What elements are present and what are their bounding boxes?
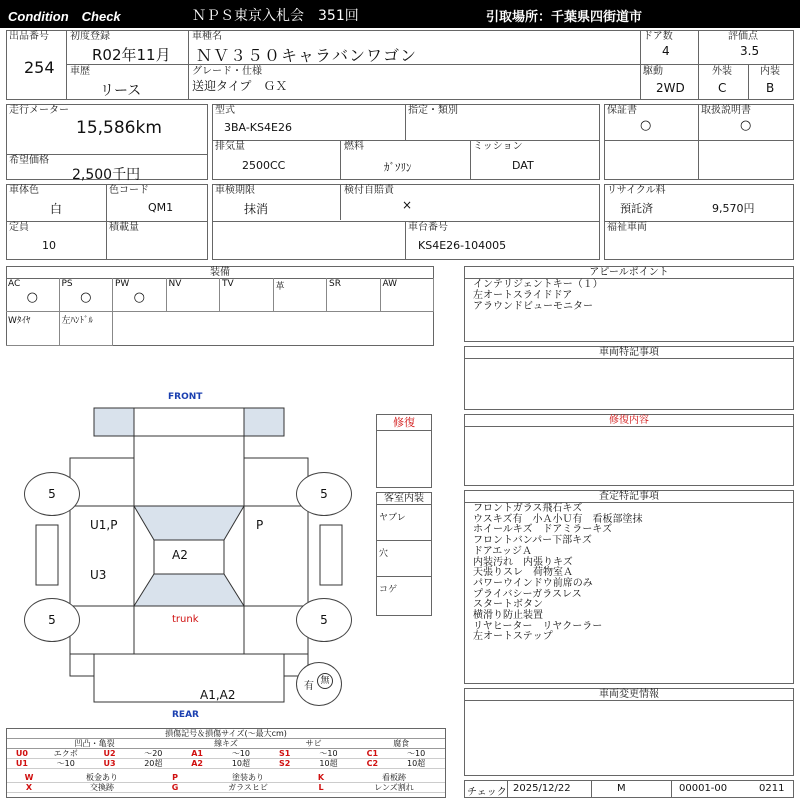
equipment-label-4: TV	[222, 279, 234, 289]
appeal-lines	[465, 279, 793, 312]
cabin-item-burn: コゲ	[379, 585, 398, 595]
drive-label: 駆動	[643, 66, 663, 77]
insurance-value: ×	[402, 198, 413, 212]
tire-rear-right	[296, 598, 352, 642]
history-label: 車歴	[70, 66, 90, 77]
footer-code: M	[617, 783, 626, 794]
inspection-value: 抹消	[244, 202, 269, 216]
equipment-label-6: SR	[329, 279, 341, 289]
score-value: 3.5	[740, 44, 760, 58]
cabin-title: 客室内装	[377, 493, 431, 505]
legend-desc: 〜10	[407, 749, 426, 758]
mileage-label: 走行メーター	[9, 105, 69, 116]
legend-code: S2	[279, 759, 291, 768]
legend-desc: 20超	[144, 759, 163, 768]
legend-code: G	[171, 783, 179, 792]
equipment-grid	[6, 278, 434, 346]
car-diagram	[6, 350, 372, 722]
special-notes-title: 車両特記事項	[465, 347, 793, 359]
legend-desc: 〜20	[144, 749, 163, 758]
equipment-cell-7	[381, 278, 435, 312]
footer-date: 2025/12/22	[513, 783, 571, 794]
appeal-panel	[464, 266, 794, 342]
equipment-label-1: PS	[61, 279, 73, 289]
class-label: 指定・類別	[408, 105, 458, 116]
legend-desc: 10超	[231, 759, 250, 768]
footer-bar	[464, 780, 794, 798]
inspection-note-line: ウスキズ有 小Ａ小Ｕ有 看板部塗抹	[473, 513, 643, 525]
car-name-value: ＮＶ３５０キャラバンワゴン	[196, 46, 418, 65]
footer-number-1: 00001-00	[679, 783, 728, 794]
equipment-cell-1	[60, 278, 114, 312]
mission-label: ミッション	[473, 141, 523, 152]
legend-desc: 〜10	[319, 749, 338, 758]
inspection-note-line: パワーウインドウ前席のみ	[473, 577, 593, 589]
tire-front-right-value: 5	[320, 487, 328, 501]
tire-front-left-value: 5	[48, 487, 56, 501]
legend-row	[7, 773, 445, 783]
header-bar	[0, 0, 800, 28]
legend-desc: レンズ割れ	[374, 783, 414, 792]
doors-label: ドア数	[643, 31, 673, 42]
capacity-label: 定員	[9, 222, 29, 233]
inspection-note-line: 左オートステップ	[473, 631, 553, 643]
cabin-panel	[376, 492, 432, 616]
legend-code: X	[25, 783, 33, 792]
inspection-note-line: リヤヒーター リヤクーラー	[473, 620, 603, 632]
legend-desc: 塗装あり	[232, 773, 264, 782]
appeal-line: インテリジェントキー（１）	[473, 279, 603, 290]
exterior-value: C	[718, 81, 727, 95]
trunk-label: trunk	[172, 614, 199, 625]
displacement-value: 2500CC	[242, 159, 286, 172]
capacity-value: 10	[42, 239, 56, 252]
equipment-title: 装備	[7, 267, 433, 279]
model-label: 型式	[215, 105, 235, 116]
repair-title: 修復	[377, 415, 431, 431]
chassis-label: 車台番号	[408, 222, 448, 233]
equipment-label-3: NV	[168, 279, 182, 289]
legend-rows-2	[7, 773, 445, 793]
equipment-cell-6	[327, 278, 381, 312]
legend-header-dent: 凹凸・亀裂	[74, 739, 115, 748]
legend-headers	[7, 739, 445, 749]
warranty-value: ○	[640, 118, 652, 133]
grade-label: グレード・仕様	[192, 66, 262, 77]
equipment-label-5: 革	[275, 282, 285, 292]
equipment-label-2: PW	[115, 279, 130, 289]
auction-name: ＮＰＳ東京入札会 351回	[192, 8, 359, 24]
legend-code: U2	[103, 749, 116, 758]
load-label: 積載量	[109, 222, 139, 233]
legend-desc: 10超	[319, 759, 338, 768]
mark-roof: A2	[172, 548, 188, 562]
legend-row	[7, 749, 445, 759]
legend-desc: エクボ	[53, 749, 78, 758]
inspection-panel	[212, 184, 600, 260]
inspection-note-line: ドアエッジＡ	[473, 545, 532, 557]
legend-row	[7, 783, 445, 793]
equipment-label-8: Wﾀｲﾔ	[8, 316, 31, 326]
equipment-cell-0	[6, 278, 60, 312]
lot-label: 出品番号	[9, 31, 49, 42]
legend-row	[7, 759, 445, 769]
cabin-item-hole: 穴	[379, 549, 389, 559]
equipment-label-9: 左ﾊﾝﾄﾞﾙ	[61, 316, 94, 326]
legend-rows	[7, 749, 445, 769]
desired-value: 2,500千円	[72, 167, 141, 183]
color-value: 白	[50, 202, 63, 216]
drive-value: 2WD	[656, 81, 685, 95]
equipment-cell-9	[60, 312, 114, 346]
repair-content-title: 修復内容	[465, 415, 793, 427]
manual-label: 取扱説明書	[701, 105, 751, 116]
change-info-panel	[464, 688, 794, 776]
warranty-label: 保証書	[607, 105, 637, 116]
equipment-cell-8	[6, 312, 60, 346]
recycle-value: 9,570円	[712, 202, 755, 215]
footer-number-2: 0211	[759, 783, 785, 794]
color-label: 車体色	[9, 185, 39, 196]
insurance-label: 検付自賠責	[344, 185, 394, 196]
fuel-label: 燃料	[344, 141, 364, 152]
appeal-line: 左オートスライドドア	[473, 290, 573, 301]
colorcode-value: QM1	[148, 201, 174, 214]
inspection-note-line: プライバシーガラスレス	[473, 588, 582, 600]
legend-desc: ガラスヒビ	[228, 783, 268, 792]
repair-panel	[376, 414, 432, 488]
inspection-note-line: スタートボタン	[473, 599, 543, 611]
legend-desc: 交換跡	[90, 783, 114, 792]
special-notes-panel	[464, 346, 794, 410]
inspection-notes-panel	[464, 490, 794, 684]
tire-front-right	[296, 472, 352, 516]
header-title: Condition Check	[8, 9, 121, 24]
appeal-line: アラウンドビューモニター	[473, 301, 593, 312]
equipment-cell-3	[167, 278, 221, 312]
legend-desc: 板金あり	[86, 773, 118, 782]
model-value: 3BA-KS4E26	[224, 121, 292, 134]
legend-code: C2	[366, 759, 379, 768]
spare-label: 有	[304, 681, 314, 692]
mileage-value: 15,586km	[76, 118, 162, 138]
score-label: 評価点	[728, 31, 758, 42]
inspection-label: 車検期限	[215, 185, 255, 196]
car-name-label: 車種名	[192, 31, 222, 42]
inspection-note-line: ホイールキズ ドアミラーキズ	[473, 524, 613, 536]
equipment-value-1: ○	[80, 290, 92, 305]
inspection-note-line: 内装汚れ 内張りキズ	[473, 556, 573, 568]
displacement-label: 排気量	[215, 141, 245, 152]
legend-desc: 看板跡	[382, 773, 406, 782]
mission-value: DAT	[512, 159, 534, 172]
chassis-value: KS4E26-104005	[418, 239, 507, 252]
legend-code: A2	[191, 759, 203, 768]
change-info-title: 車両変更情報	[465, 689, 793, 701]
legend-code: U1	[15, 759, 28, 768]
grade-value: 送迎タイプ ＧＸ	[192, 79, 288, 93]
recycle-label: リサイクル料	[607, 185, 666, 196]
legend-header-corrosion: 腐食	[393, 739, 410, 748]
repair-content-panel	[464, 414, 794, 486]
legend-code: K	[317, 773, 325, 782]
inspection-note-line: 天張りスレ 荷物室Ａ	[473, 567, 573, 579]
interior-value: B	[766, 81, 775, 95]
legend-code: U0	[15, 749, 28, 758]
history-value: リース	[100, 83, 142, 99]
inspection-note-line: フロントガラス飛石キズ	[473, 503, 583, 514]
exterior-label: 外装	[712, 66, 732, 77]
pickup-location: 引取場所：千葉県四街道市	[486, 10, 643, 25]
legend-desc: 10超	[407, 759, 426, 768]
tire-rear-left-value: 5	[48, 613, 56, 627]
welfare-label: 福祉車両	[607, 222, 647, 233]
inspection-notes-lines	[465, 503, 793, 644]
fuel-value: ｶﾞｿﾘﾝ	[384, 161, 412, 174]
legend-code: P	[172, 773, 178, 782]
legend-desc: 〜10	[231, 749, 250, 758]
rear-label: REAR	[172, 710, 199, 720]
lot-value: 254	[24, 58, 55, 77]
equipment-value-0: ○	[26, 290, 38, 305]
equipment-cell-2	[113, 278, 167, 312]
inspection-note-line: フロントバンパー下部キズ	[473, 535, 592, 547]
equipment-cell-5	[274, 278, 328, 312]
inspection-note-line: 横滑り防止装置	[473, 610, 543, 622]
recycle-status: 預託済	[620, 202, 653, 215]
interior-label: 内装	[760, 66, 780, 77]
legend-desc: 〜10	[56, 759, 75, 768]
doors-value: 4	[662, 44, 670, 58]
appeal-title: アピールポイント	[465, 267, 793, 279]
tire-front-left	[24, 472, 80, 516]
check-label: チェック	[467, 787, 507, 798]
legend-code: U3	[103, 759, 116, 768]
tire-rear-left	[24, 598, 80, 642]
first-reg-label: 初度登録	[70, 31, 110, 42]
mark-left-door: U1,P	[90, 518, 118, 532]
legend-header-scratch: 線キズ	[214, 739, 238, 748]
tire-rear-right-value: 5	[320, 613, 328, 627]
equipment-label-7: AW	[382, 279, 398, 289]
legend-code: L	[318, 783, 324, 792]
first-reg-value: R02年11月	[92, 46, 171, 64]
legend-code: S1	[279, 749, 291, 758]
mark-right-door: P	[256, 518, 264, 532]
spare-mark: 無	[317, 673, 333, 689]
legend-header-rust: サビ	[305, 739, 322, 748]
spare-tire-indicator	[296, 662, 342, 706]
legend-title: 損傷記号＆損傷サイズ(〜最大cm)	[7, 729, 445, 739]
colorcode-label: 色コード	[109, 185, 149, 196]
equipment-value-2: ○	[133, 290, 145, 305]
equipment-label-0: AC	[8, 279, 21, 289]
front-label: FRONT	[168, 392, 203, 402]
legend-code: A1	[191, 749, 203, 758]
manual-value: ○	[740, 118, 752, 133]
mark-rear: A1,A2	[200, 688, 236, 702]
inspection-notes-title: 査定特記事項	[465, 491, 793, 503]
desired-label: 希望価格	[9, 155, 49, 166]
legend-panel	[6, 728, 446, 798]
cabin-item-tear: ヤブレ	[379, 513, 406, 523]
mark-left-rear: U3	[90, 568, 107, 582]
legend-code: W	[24, 773, 34, 782]
legend-code: C1	[366, 749, 379, 758]
equipment-cell-4	[220, 278, 274, 312]
